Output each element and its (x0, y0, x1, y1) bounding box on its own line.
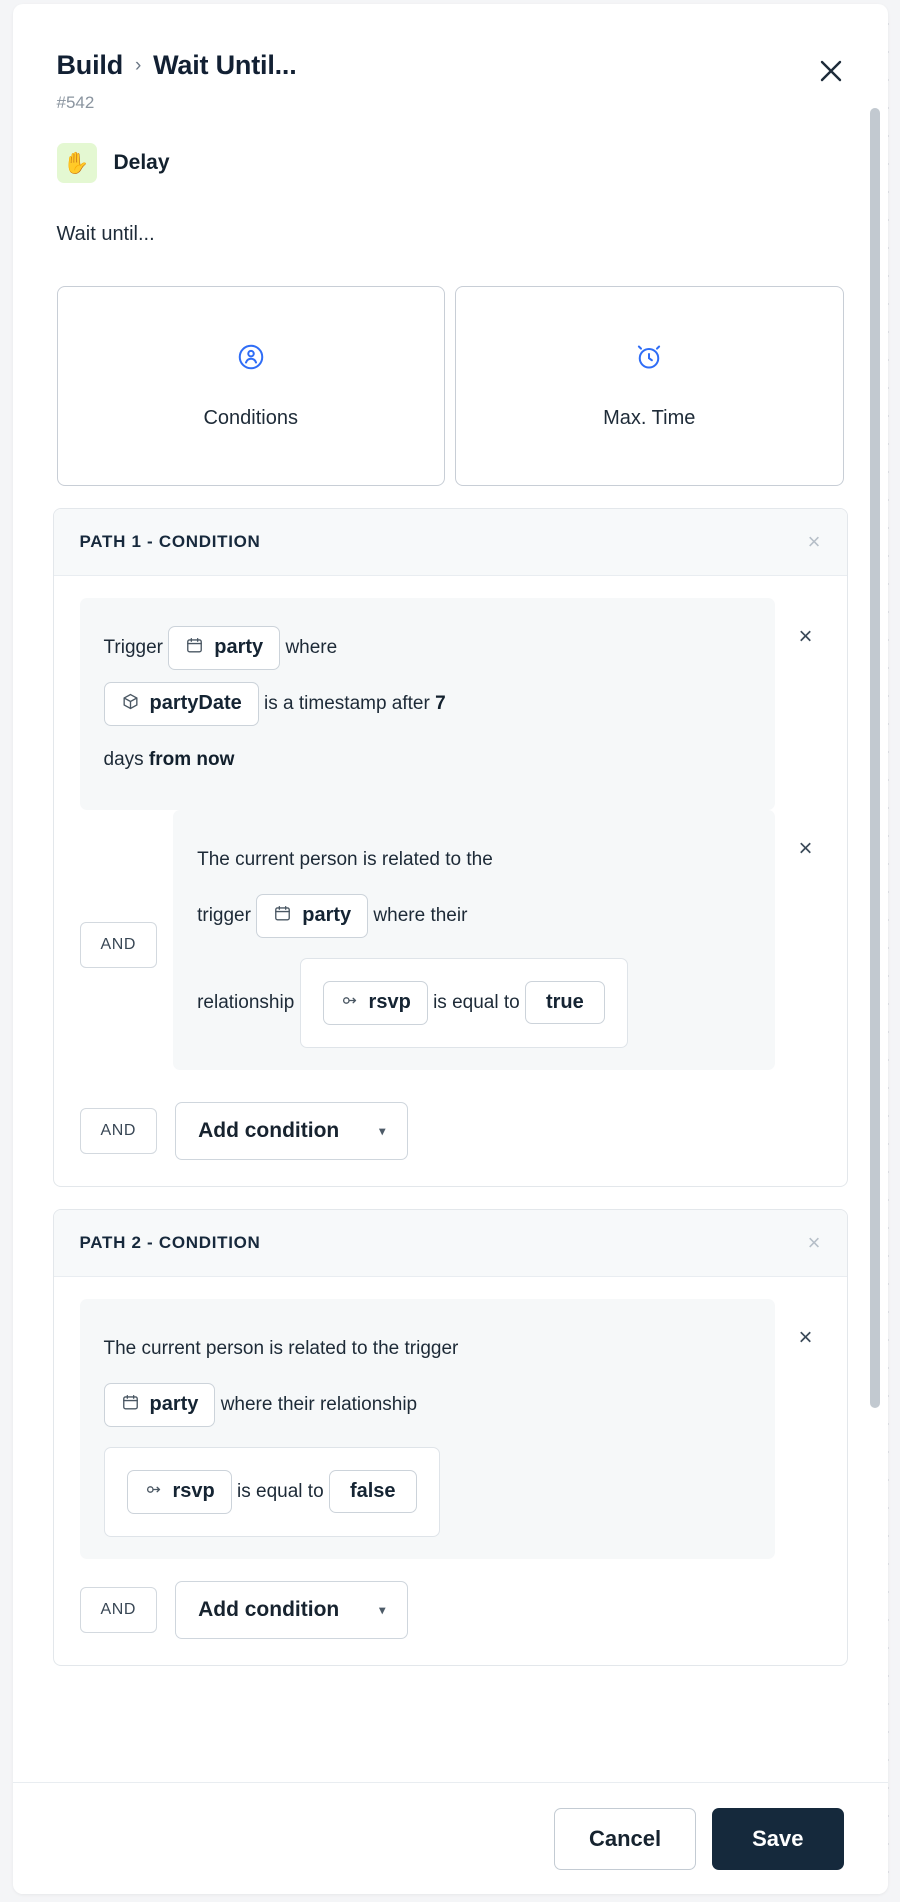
chip-field-rsvp-label: rsvp (368, 991, 411, 1014)
condition-text-where-their: where their (373, 905, 468, 926)
card-conditions-label: Conditions (203, 407, 298, 429)
condition-operator-text: is equal to (433, 992, 520, 1013)
add-condition-row (80, 1581, 821, 1639)
path-2 (53, 1209, 848, 1666)
chip-trigger-party-label: party (149, 1393, 199, 1416)
card-max-time-label: Max. Time (603, 407, 696, 429)
and-left-column (80, 810, 158, 1080)
calendar-icon (185, 636, 204, 660)
instruction-text: Wait until... (56, 223, 155, 245)
chip-trigger-party-label: party (214, 636, 264, 659)
save-button[interactable]: Save (712, 1808, 843, 1870)
condition-remove-button[interactable]: × (798, 835, 813, 862)
and-operator-tag[interactable]: AND (80, 1587, 158, 1633)
person-clock-icon (236, 342, 266, 377)
breadcrumb-root[interactable]: Build (56, 50, 123, 80)
path-2-body (54, 1277, 847, 1665)
condition-value[interactable]: true (525, 981, 605, 1024)
block-type-label: Delay (113, 151, 170, 174)
scrollbar-thumb[interactable] (870, 108, 880, 1408)
condition-amount[interactable]: 7 (435, 693, 446, 714)
condition-row (80, 1299, 821, 1559)
path-1-remove-button[interactable]: × (807, 529, 821, 554)
condition-row (80, 598, 821, 810)
wait-mode-cards (57, 286, 844, 486)
condition-text-lead: The current person is related to the (197, 849, 493, 870)
condition-relationship (80, 1299, 775, 1559)
path-2-header (54, 1210, 847, 1277)
cancel-button[interactable]: Cancel (554, 1808, 696, 1870)
block-type-row (57, 143, 844, 183)
condition-text-operator: is a timestamp after (264, 693, 430, 714)
condition-text-where-their: where their relationship (220, 1394, 418, 1415)
card-max-time[interactable] (455, 286, 844, 486)
chip-trigger-party[interactable] (168, 626, 280, 670)
chip-trigger-party[interactable] (104, 1383, 216, 1427)
add-condition-label: Add condition (198, 1119, 340, 1142)
condition-relationship (173, 810, 774, 1070)
chevron-down-icon: ▾ (379, 1124, 386, 1138)
path-1 (53, 508, 848, 1187)
chip-trigger-party[interactable] (256, 894, 368, 938)
condition-value[interactable]: false (329, 1470, 417, 1513)
and-operator-tag[interactable]: AND (80, 922, 158, 968)
condition-group-and (80, 810, 821, 1080)
wait-until-dialog (13, 4, 888, 1894)
condition-remove-button[interactable]: × (798, 1324, 813, 1351)
path-1-header (54, 509, 847, 576)
breadcrumb-current: Wait Until... (153, 50, 297, 80)
add-condition-button[interactable] (175, 1581, 408, 1639)
condition-relative-anchor[interactable]: from now (148, 749, 235, 770)
node-id: #542 (56, 93, 95, 112)
condition-text-unit: days (103, 749, 144, 770)
chip-trigger-party-label: party (302, 904, 352, 927)
breadcrumb (57, 50, 844, 81)
and-operator-tag[interactable]: AND (80, 1108, 158, 1154)
alarm-clock-icon (634, 342, 664, 377)
chip-field-rsvp-label: rsvp (172, 1480, 215, 1503)
scrollbar-track[interactable] (870, 108, 880, 1398)
condition-remove-button[interactable]: × (798, 623, 813, 650)
chip-field-rsvp[interactable] (127, 1470, 232, 1514)
chevron-down-icon: ▾ (379, 1603, 386, 1617)
card-conditions[interactable] (57, 286, 446, 486)
relationship-predicate (300, 958, 628, 1048)
condition-text-where: where (285, 637, 338, 658)
condition-text-trigger-word: trigger (197, 905, 251, 926)
add-condition-label: Add condition (198, 1598, 340, 1621)
condition-trigger-timestamp (80, 598, 775, 810)
path-1-title: PATH 1 - CONDITION (79, 532, 261, 551)
condition-operator-text: is equal to (237, 1481, 324, 1502)
add-condition-button[interactable] (175, 1102, 408, 1160)
calendar-icon (121, 1393, 140, 1417)
condition-text-relationship: relationship (197, 992, 295, 1013)
cube-icon (121, 692, 140, 716)
hand-raised-icon: ✋ (57, 143, 97, 183)
chip-field-rsvp[interactable] (323, 981, 428, 1025)
relationship-icon (144, 1480, 163, 1504)
dialog-footer (13, 1782, 888, 1894)
relationship-icon (340, 991, 359, 1015)
dialog-header (13, 4, 888, 246)
add-condition-row (80, 1102, 821, 1160)
path-2-title: PATH 2 - CONDITION (79, 1233, 261, 1252)
close-button[interactable] (814, 54, 848, 88)
calendar-icon (273, 904, 292, 928)
chip-field-partydate-label: partyDate (149, 692, 242, 715)
path-2-remove-button[interactable]: × (807, 1230, 821, 1255)
chip-field-partydate[interactable] (104, 682, 259, 726)
breadcrumb-separator-icon: › (135, 54, 142, 76)
condition-text-trigger: Trigger (103, 637, 163, 658)
relationship-predicate (104, 1447, 440, 1537)
path-1-body (54, 576, 847, 1186)
condition-text-lead: The current person is related to the trigger (103, 1338, 459, 1359)
